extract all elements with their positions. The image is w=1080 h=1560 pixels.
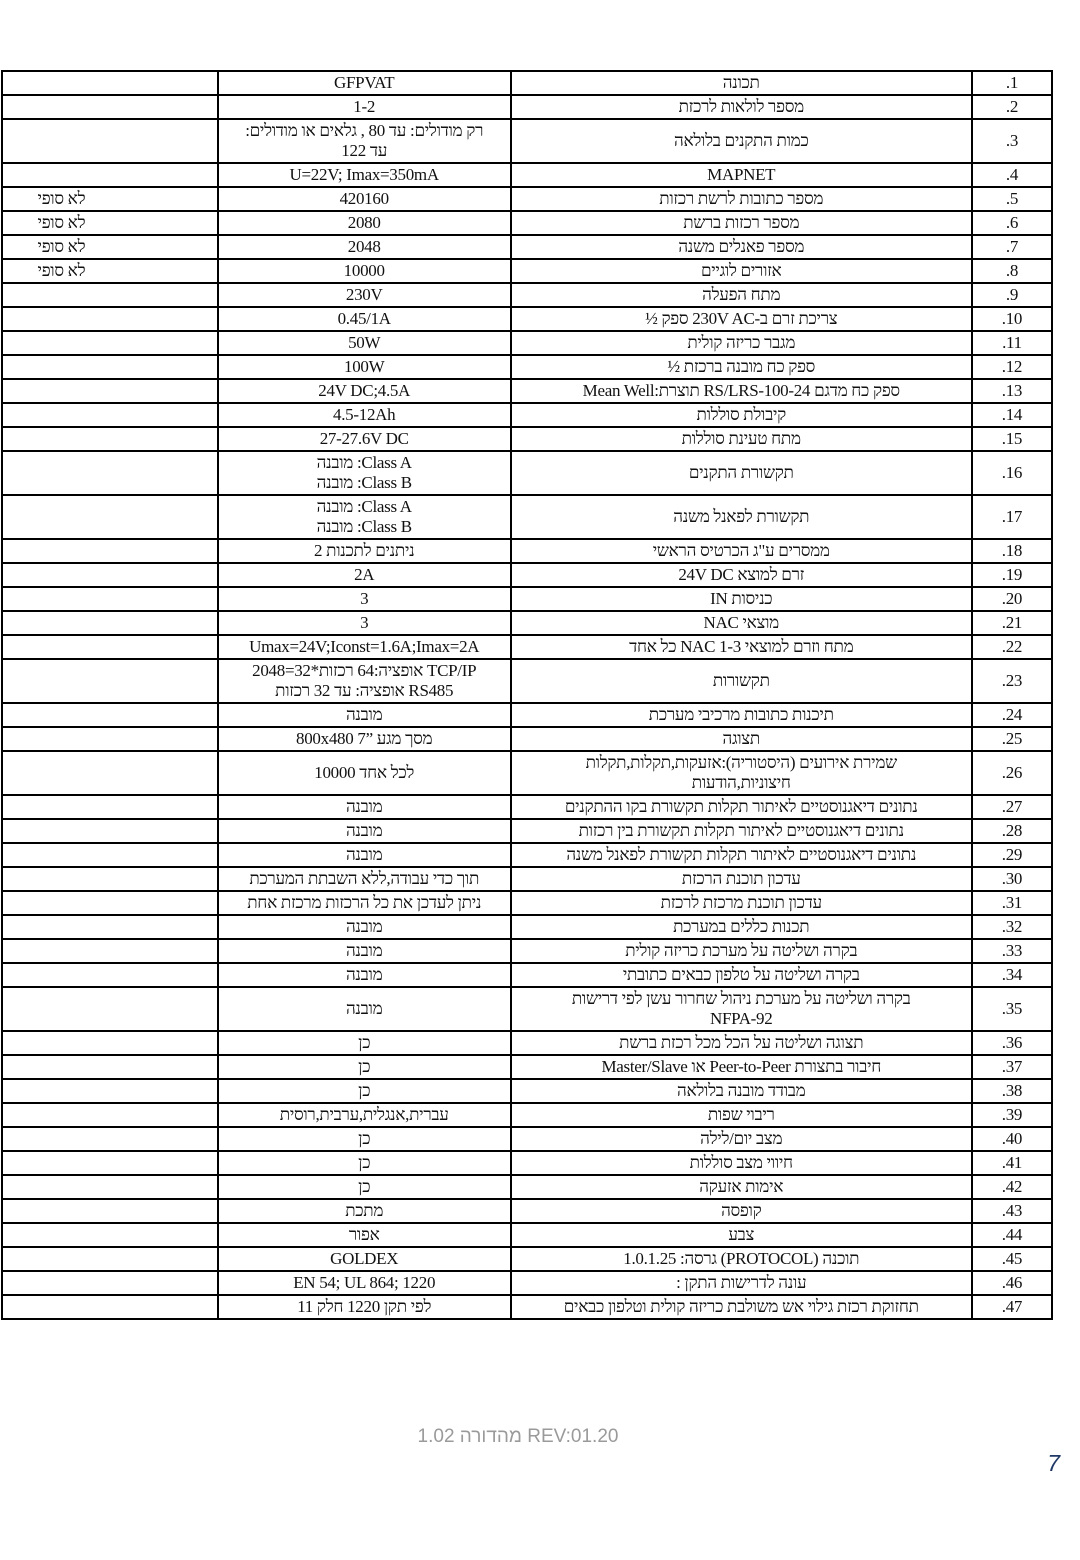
row-number-cell: 46. (972, 1271, 1052, 1295)
feature-cell: צריכת זרם ב-230V AC ספק ½ (511, 307, 972, 331)
feature-cell: תקשורת לפאנל משנה (511, 495, 972, 539)
note-cell (2, 355, 218, 379)
row-number-cell: 25. (972, 727, 1052, 751)
feature-cell: חיבור בתצורת Peer-to-Peer או Master/Slave (511, 1055, 972, 1079)
feature-cell: בקרה ושליטה על טלפון כבאים כתובתי (511, 963, 972, 987)
table-row (2, 659, 1052, 703)
row-number-cell: 38. (972, 1079, 1052, 1103)
note-cell (2, 891, 218, 915)
row-number-cell: 16. (972, 451, 1052, 495)
table-row (2, 187, 1052, 211)
table-row (2, 915, 1052, 939)
feature-cell: צבע (511, 1223, 972, 1247)
row-number-cell: 10. (972, 307, 1052, 331)
feature-cell: מספר לולאות לרכזת (511, 95, 972, 119)
value-cell (218, 451, 511, 495)
note-cell (2, 95, 218, 119)
note-cell: לא סופי (2, 259, 218, 283)
note-cell (2, 1271, 218, 1295)
value-cell: 50W (218, 331, 511, 355)
feature-cell: מספר פאנלים משנה (511, 235, 972, 259)
page-number: 7 (1047, 1450, 1060, 1476)
row-number-cell: 28. (972, 819, 1052, 843)
feature-cell: תוכנה (PROTOCOL) גרסה: 1.0.1.25 (511, 1247, 972, 1271)
row-number-cell: 7. (972, 235, 1052, 259)
feature-cell: כמות התקנים בלולאה (511, 119, 972, 163)
value-cell: GOLDEX (218, 1247, 511, 1271)
note-cell (2, 727, 218, 751)
value-cell (218, 119, 511, 163)
row-number-cell: 37. (972, 1055, 1052, 1079)
value-cell: ניתן לעדכן את כל הרכזות מרכזת אחת (218, 891, 511, 915)
feature-cell: תצוגה (511, 727, 972, 751)
value-cell: 420160 (218, 187, 511, 211)
table-row (2, 211, 1052, 235)
value-cell: כן (218, 1175, 511, 1199)
table-row (2, 987, 1052, 1031)
feature-cell: קיבולת סוללות (511, 403, 972, 427)
table-row (2, 1151, 1052, 1175)
table-row (2, 1271, 1052, 1295)
feature-cell: נתונים דיאגנוסטיים לאיתור תקלות תקשורת בקו ההתקנים (511, 795, 972, 819)
row-number-cell: 13. (972, 379, 1052, 403)
table-row (2, 403, 1052, 427)
row-number-cell: 1. (972, 71, 1052, 95)
row-number-cell: 22. (972, 635, 1052, 659)
note-cell (2, 635, 218, 659)
row-number-cell: 11. (972, 331, 1052, 355)
note-cell (2, 1079, 218, 1103)
feature-cell: מתח טעינת סוללות (511, 427, 972, 451)
feature-cell: מבודד מובנה בלולאה (511, 1079, 972, 1103)
table-row (2, 727, 1052, 751)
table-row (2, 307, 1052, 331)
feature-cell: מספר רכזות ברשת (511, 211, 972, 235)
value-cell: כן (218, 1079, 511, 1103)
cell-line: Class A: מובנה (316, 497, 412, 516)
value-cell: לפי תקן 1220 חלק 11 (218, 1295, 511, 1319)
table-row (2, 495, 1052, 539)
feature-cell: תקשורות (511, 659, 972, 703)
cell-line: בקרה ושליטה על מערכת ניהול שחרור עשן לפי דרישות (571, 989, 911, 1008)
feature-cell: מצב יום/לילה (511, 1127, 972, 1151)
row-number-cell: 40. (972, 1127, 1052, 1151)
cell-line: עד 122 (341, 141, 388, 160)
note-cell (2, 1151, 218, 1175)
feature-cell: תיכנות כתובות מרכיבי מערכת (511, 703, 972, 727)
spec-table-body (2, 71, 1052, 1319)
value-cell: EN 54; UL 864; 1220 (218, 1271, 511, 1295)
note-cell (2, 915, 218, 939)
value-cell: כן (218, 1031, 511, 1055)
table-row (2, 539, 1052, 563)
value-cell: 3 (218, 587, 511, 611)
row-number-cell: 47. (972, 1295, 1052, 1319)
table-row (2, 795, 1052, 819)
table-row (2, 867, 1052, 891)
revision-footer: REV:01.20 מהדורה 1.02 (417, 1426, 619, 1447)
feature-cell: מגבר כריזה קולית (511, 331, 972, 355)
row-number-cell: 23. (972, 659, 1052, 703)
note-cell (2, 1247, 218, 1271)
feature-cell: עדכון תוכנת מרכזת לרכזת (511, 891, 972, 915)
table-row (2, 563, 1052, 587)
feature-cell: תכנות כללים במערכת (511, 915, 972, 939)
row-number-cell: 6. (972, 211, 1052, 235)
table-row (2, 939, 1052, 963)
note-cell (2, 539, 218, 563)
note-cell (2, 587, 218, 611)
row-number-cell: 5. (972, 187, 1052, 211)
table-row (2, 259, 1052, 283)
feature-cell: MAPNET (511, 163, 972, 187)
note-cell (2, 71, 218, 95)
feature-cell: מתח וזרם למוצאי NAC 1-3 כל אחד (511, 635, 972, 659)
note-cell (2, 1127, 218, 1151)
note-cell (2, 307, 218, 331)
cell-line: Class A: מובנה (316, 453, 412, 472)
note-cell (2, 795, 218, 819)
value-cell: מסך מגע ”7 800x480 (218, 727, 511, 751)
note-cell (2, 331, 218, 355)
value-cell: מובנה (218, 987, 511, 1031)
note-cell (2, 163, 218, 187)
row-number-cell: 19. (972, 563, 1052, 587)
note-cell (2, 403, 218, 427)
note-cell (2, 751, 218, 795)
cell-line: חיצוניות,הודעות (691, 773, 791, 792)
value-cell: מובנה (218, 915, 511, 939)
feature-cell: תחזוקת רכזת גילוי אש משולבת כריזה קולית וטלפון כבאים (511, 1295, 972, 1319)
note-cell (2, 563, 218, 587)
table-row (2, 1031, 1052, 1055)
value-cell (218, 495, 511, 539)
row-number-cell: 42. (972, 1175, 1052, 1199)
note-cell (2, 451, 218, 495)
note-cell (2, 939, 218, 963)
note-cell (2, 1055, 218, 1079)
value-cell: 2080 (218, 211, 511, 235)
row-number-cell: 24. (972, 703, 1052, 727)
feature-cell: אזורים לוגיים (511, 259, 972, 283)
note-cell (2, 1103, 218, 1127)
note-cell (2, 427, 218, 451)
row-number-cell: 15. (972, 427, 1052, 451)
table-row (2, 95, 1052, 119)
row-number-cell: 36. (972, 1031, 1052, 1055)
row-number-cell: 39. (972, 1103, 1052, 1127)
value-cell: מובנה (218, 819, 511, 843)
table-row (2, 235, 1052, 259)
row-number-cell: 3. (972, 119, 1052, 163)
note-cell: לא סופי (2, 235, 218, 259)
value-cell: Umax=24V;Iconst=1.6A;Imax=2A (218, 635, 511, 659)
table-row (2, 331, 1052, 355)
value-cell: 100W (218, 355, 511, 379)
row-number-cell: 41. (972, 1151, 1052, 1175)
feature-cell: נתונים דיאגנוסטיים לאיתור תקלות תקשורת לפאנל משנה (511, 843, 972, 867)
feature-cell: זרם למוצא 24V DC (511, 563, 972, 587)
value-cell: אפור (218, 1223, 511, 1247)
row-number-cell: 18. (972, 539, 1052, 563)
table-row (2, 283, 1052, 307)
table-row (2, 1079, 1052, 1103)
note-cell (2, 987, 218, 1031)
table-row (2, 891, 1052, 915)
value-cell: 2048 (218, 235, 511, 259)
value-cell: 3 (218, 611, 511, 635)
row-number-cell: 43. (972, 1199, 1052, 1223)
table-row (2, 355, 1052, 379)
row-number-cell: 21. (972, 611, 1052, 635)
note-cell (2, 611, 218, 635)
table-row (2, 451, 1052, 495)
row-number-cell: 33. (972, 939, 1052, 963)
table-row (2, 1175, 1052, 1199)
feature-cell: אימות אזעקה (511, 1175, 972, 1199)
row-number-cell: 34. (972, 963, 1052, 987)
table-row (2, 703, 1052, 727)
note-cell (2, 703, 218, 727)
value-cell: מתכת (218, 1199, 511, 1223)
table-row (2, 1223, 1052, 1247)
value-cell: מובנה (218, 843, 511, 867)
cell-line: Class B: מובנה (316, 473, 412, 492)
value-cell: 230V (218, 283, 511, 307)
value-cell: לכל אחד 10000 (218, 751, 511, 795)
cell-line: TCP/IP אופציה:64 רכזות*32=2048 (252, 661, 477, 680)
table-row (2, 119, 1052, 163)
note-cell: לא סופי (2, 211, 218, 235)
feature-cell: כניסות IN (511, 587, 972, 611)
note-cell (2, 1199, 218, 1223)
row-number-cell: 27. (972, 795, 1052, 819)
value-cell: תוך כדי עבודה,ללא השבתת המערכת (218, 867, 511, 891)
row-number-cell: 32. (972, 915, 1052, 939)
row-number-cell: 17. (972, 495, 1052, 539)
note-cell (2, 119, 218, 163)
row-number-cell: 31. (972, 891, 1052, 915)
table-row (2, 163, 1052, 187)
feature-cell: עונה לדרישות התקן : (511, 1271, 972, 1295)
feature-cell: מספר כתובות לרשת רכזות (511, 187, 972, 211)
note-cell (2, 1175, 218, 1199)
table-row (2, 587, 1052, 611)
table-row (2, 1103, 1052, 1127)
value-cell: מובנה (218, 703, 511, 727)
value-cell (218, 659, 511, 703)
note-cell (2, 1223, 218, 1247)
table-row (2, 379, 1052, 403)
table-row (2, 1295, 1052, 1319)
row-number-cell: 45. (972, 1247, 1052, 1271)
row-number-cell: 35. (972, 987, 1052, 1031)
value-cell: 0.45/1A (218, 307, 511, 331)
value-cell: 10000 (218, 259, 511, 283)
cell-line: שמירת אירועים (היסטוריה):אזעקות,תקלות,תקלות (585, 753, 897, 772)
row-number-cell: 2. (972, 95, 1052, 119)
feature-cell: תצוגה ושליטה על הכל מכל רכזת ברשת (511, 1031, 972, 1055)
row-number-cell: 29. (972, 843, 1052, 867)
row-number-cell: 14. (972, 403, 1052, 427)
row-number-cell: 9. (972, 283, 1052, 307)
value-cell: עברית,אנגלית,ערבית,רוסית (218, 1103, 511, 1127)
table-row (2, 611, 1052, 635)
value-cell: 27-27.6V DC (218, 427, 511, 451)
note-cell (2, 819, 218, 843)
feature-cell: ספק כח מדגם RS/LRS-100-24 תוצרת:Mean Well (511, 379, 972, 403)
table-row (2, 1199, 1052, 1223)
feature-cell: ספק כח מובנה ברכזת ½ (511, 355, 972, 379)
note-cell (2, 1031, 218, 1055)
table-row (2, 963, 1052, 987)
feature-cell: ממסרים ע"ג הכרטיס הראשי (511, 539, 972, 563)
value-cell: 4.5-12Ah (218, 403, 511, 427)
feature-cell (511, 987, 972, 1031)
table-row (2, 1127, 1052, 1151)
spec-table (1, 70, 1053, 1320)
note-cell (2, 379, 218, 403)
feature-cell (511, 751, 972, 795)
row-number-cell: 30. (972, 867, 1052, 891)
value-cell: 2A (218, 563, 511, 587)
row-number-cell: 4. (972, 163, 1052, 187)
note-cell (2, 867, 218, 891)
feature-cell: בקרה ושליטה על מערכת כריזה קולית (511, 939, 972, 963)
value-cell: מובנה (218, 939, 511, 963)
value-cell: כן (218, 1055, 511, 1079)
row-number-cell: 20. (972, 587, 1052, 611)
note-cell (2, 495, 218, 539)
feature-cell: תקשורת התקנים (511, 451, 972, 495)
note-cell (2, 963, 218, 987)
cell-line: Class B: מובנה (316, 517, 412, 536)
feature-cell: נתונים דיאגנוסטיים לאיתור תקלות תקשורת בין רכזות (511, 819, 972, 843)
feature-cell: תכונה (511, 71, 972, 95)
value-cell: GFPVAT (218, 71, 511, 95)
table-row (2, 1247, 1052, 1271)
note-cell: לא סופי (2, 187, 218, 211)
feature-cell: חיווי מצב סוללות (511, 1151, 972, 1175)
row-number-cell: 8. (972, 259, 1052, 283)
value-cell: 24V DC;4.5A (218, 379, 511, 403)
table-row (2, 843, 1052, 867)
value-cell: כן (218, 1127, 511, 1151)
feature-cell: מתח הפעלה (511, 283, 972, 307)
table-row (2, 71, 1052, 95)
table-row (2, 635, 1052, 659)
table-row (2, 427, 1052, 451)
feature-cell: מוצאי NAC (511, 611, 972, 635)
feature-cell: ריבוי שפות (511, 1103, 972, 1127)
note-cell (2, 283, 218, 307)
note-cell (2, 843, 218, 867)
note-cell (2, 1295, 218, 1319)
row-number-cell: 44. (972, 1223, 1052, 1247)
value-cell: ניתנים לתכנות 2 (218, 539, 511, 563)
feature-cell: עדכון תוכנת הרכזת (511, 867, 972, 891)
table-row (2, 751, 1052, 795)
value-cell: 1-2 (218, 95, 511, 119)
row-number-cell: 12. (972, 355, 1052, 379)
note-cell (2, 659, 218, 703)
row-number-cell: 26. (972, 751, 1052, 795)
table-row (2, 1055, 1052, 1079)
value-cell: כן (218, 1151, 511, 1175)
value-cell: U=22V; Imax=350mA (218, 163, 511, 187)
feature-cell: קופסה (511, 1199, 972, 1223)
table-row (2, 819, 1052, 843)
cell-line: RS485 אופציה: עד 32 רכזות (275, 681, 454, 700)
value-cell: מובנה (218, 963, 511, 987)
cell-line: רק מודולים: עד 80 , גלאים או מודולים: (245, 121, 484, 140)
value-cell: מובנה (218, 795, 511, 819)
cell-line: NFPA-92 (709, 1009, 773, 1028)
